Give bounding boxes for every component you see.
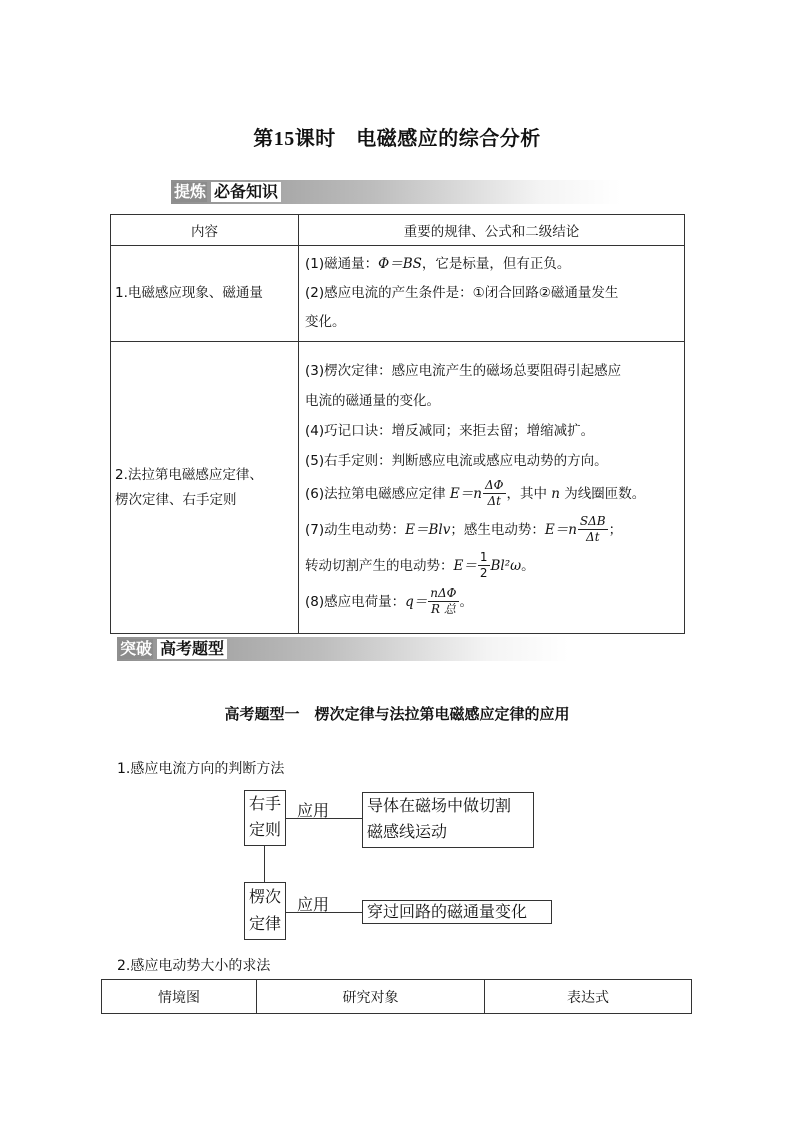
box-lenz-law: 楞次 定律 [244,882,286,940]
row2-topic: 2.法拉第电磁感应定律、 楞次定律、右手定则 [111,342,299,634]
subheading-emf-magnitude: 2.感应电动势大小的求法 [117,958,271,974]
faraday-fraction: $\frac{\Delta\Phi}{\Delta t}$ [484,478,504,508]
row1-topic: 1.电磁感应现象、磁通量 [111,246,299,342]
faraday-line: (6)法拉第电磁感应定律 E＝n $\frac{\Delta\Phi}{\Delta t}$ ，其中 n 为线圈匝数。 [305,478,646,508]
lenz-line-1: (3)楞次定律：感应电流产生的磁场总要阻碍引起感应 [305,362,622,379]
rotation-emf-line: 转动切割产生的电动势：E＝ $\frac{1}{2}$ Bl²ω。 [305,550,535,580]
vertical-connector [264,846,265,882]
header-expression: 表达式 [485,980,692,1014]
header-scenario: 情境图 [102,980,257,1014]
condition-line-1: (2)感应电流的产生条件是：①闭合回路②磁通量发生 [305,285,619,301]
half-fraction: $\frac{1}{2}$ [479,550,488,580]
box-cutting-field-lines: 导体在磁场中做切割 磁感线运动 [362,792,534,848]
apply-label-1: 应用 [297,801,330,820]
charge-line: (8)感应电荷量：q＝ $\frac{\text{nΔΦ}}{\text{R 总}}$ 。 [305,586,474,616]
table-row [102,980,692,1014]
banner-tag-exam-types: 高考题型 [157,639,227,659]
emf-method-table [101,979,692,1014]
right-hand-rule-line: (5)右手定则：判断感应电流或感应电动势的方向。 [305,452,608,469]
table-header-content: 内容 [111,215,299,246]
page-title: 第15课时 电磁感应的综合分析 [253,126,541,150]
charge-fraction: $\frac{\text{nΔΦ}}{\text{R 总}}$ [430,586,457,616]
box-flux-change: 穿过回路的磁通量变化 [362,900,552,924]
box-right-hand-rule: 右手 定则 [244,790,286,846]
mnemonic-line: (4)巧记口诀：增反减同；来拒去留；增缩减扩。 [305,422,595,439]
section-heading: 高考题型一 楞次定律与法拉第电磁感应定律的应用 [224,705,570,723]
banner-tag-refine: 提炼 [174,182,207,201]
apply-label-2: 应用 [297,895,330,914]
lenz-line-2: 电流的磁通量的变化。 [305,392,440,409]
induced-fraction: $\frac{\text{SΔB}}{\Delta t}$ [579,514,606,544]
emf-line: (7)动生电动势：E＝Blv；感生电动势：E＝n $\frac{\text{SΔB}}{\Delta t}$ ； [305,514,623,544]
subheading-direction: 1.感应电流方向的判断方法 [117,761,285,777]
banner-tag-breakthrough: 突破 [120,639,153,658]
table-header-rules: 重要的规律、公式和二级结论 [299,215,685,246]
flux-line: (1)磁通量：Φ＝BS，它是标量，但有正负。 [305,256,571,272]
condition-line-2: 变化。 [305,314,346,330]
header-object: 研究对象 [257,980,485,1014]
banner-tag-knowledge: 必备知识 [211,182,281,202]
